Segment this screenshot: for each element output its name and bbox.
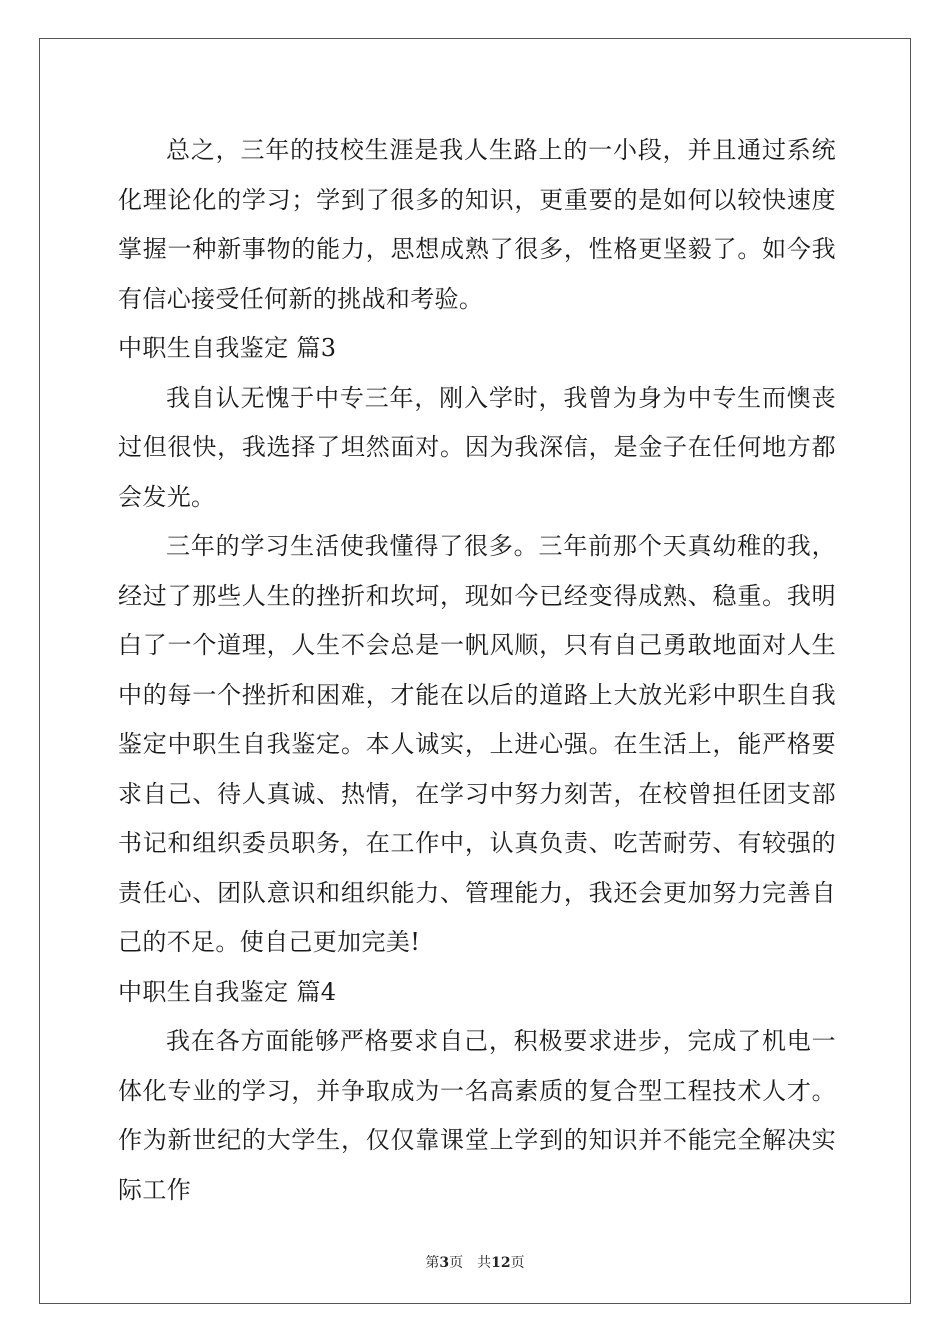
- total-label-prefix: 共: [477, 1255, 492, 1271]
- paragraph: 总之，三年的技校生涯是我人生路上的一小段，并且通过系统化理论化的学习；学到了很多的知识，更重要的是如何以较快速度掌握一种新事物的能力，思想成熟了很多，性格更坚毅了。如今我有信心接受任何新的挑战和考验。: [118, 136, 836, 313]
- page-label-suffix: 页: [449, 1255, 464, 1271]
- paragraph: 三年的学习生活使我懂得了很多。三年前那个天真幼稚的我，经过了那些人生的挫折和坎坷，现如今已经变得成熟、稳重。我明白了一个道理，人生不会总是一帆风顺，只有自己勇敢地面对人生中的每一个挫折和困难，才能在以后的道路上大放光彩中职生自我鉴定中职生自我鉴定。本人诚实，上进心强。在生活上，能严格要求自己、待人真诚、热情，在学习中努力刻苦，在校曾担任团支部书记和组织委员职务，在工作中，认真负责、吃苦耐劳、有较强的责任心、团队意识和组织能力、管理能力，我还会更加努力完善自己的不足。使自己更加完美!: [118, 532, 836, 956]
- page-number: 3: [439, 1255, 450, 1271]
- page-label-prefix: 第: [425, 1255, 440, 1271]
- section-heading: 中职生自我鉴定 篇3: [118, 334, 337, 362]
- section-heading: 中职生自我鉴定 篇4: [118, 977, 337, 1006]
- paragraph: 我在各方面能够严格要求自己，积极要求进步，完成了机电一体化专业的学习，并争取成为一名高素质的复合型工程技术人才。作为新世纪的大学生，仅仅靠课堂上学到的知识并不能完全解决实际工作: [118, 1027, 836, 1204]
- total-label-suffix: 页: [510, 1255, 525, 1271]
- page-footer: [0, 1252, 950, 1272]
- total-pages: 12: [491, 1255, 511, 1271]
- document-body: [118, 126, 836, 1215]
- paragraph: 我自认无愧于中专三年，刚入学时，我曾为身为中专生而懊丧过但很快，我选择了坦然面对。因为我深信，是金子在任何地方都会发光。: [118, 383, 836, 511]
